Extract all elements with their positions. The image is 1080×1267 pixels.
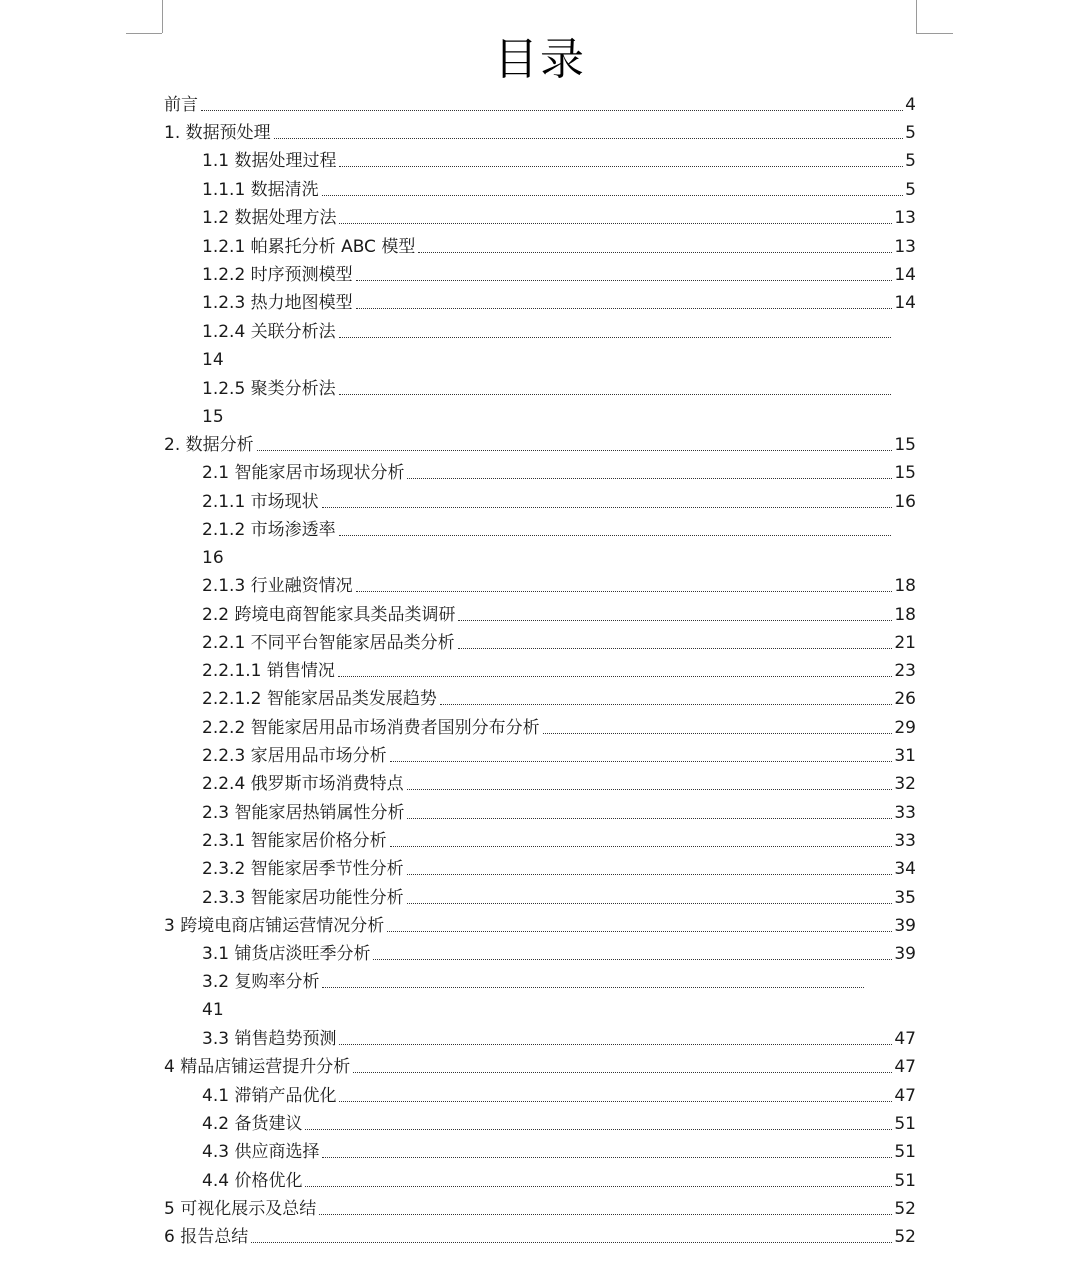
toc-entry-page: 31 xyxy=(894,746,916,766)
toc-entry[interactable] xyxy=(164,93,916,117)
toc-entry-page: 14 xyxy=(894,265,916,285)
toc-entry-page: 39 xyxy=(894,944,916,964)
toc-entry[interactable] xyxy=(164,1197,916,1221)
dot-leader xyxy=(305,1129,892,1130)
toc-entry-page: 52 xyxy=(894,1227,916,1247)
toc-entry-label: 3 跨境电商店铺运营情况分析 xyxy=(164,916,385,936)
toc-entry[interactable] xyxy=(202,574,916,598)
dot-leader xyxy=(201,110,903,111)
toc-entry-page: 47 xyxy=(894,1029,916,1049)
dot-leader xyxy=(543,733,893,734)
toc-entry-page: 14 xyxy=(894,293,916,313)
dot-leader xyxy=(407,818,892,819)
toc-entry-page: 18 xyxy=(894,605,916,625)
toc-entry-page: 16 xyxy=(894,492,916,512)
dot-leader xyxy=(319,1214,892,1215)
toc-entry[interactable] xyxy=(202,1140,916,1164)
dot-leader xyxy=(274,138,904,139)
toc-entry-label: 2.2.4 俄罗斯市场消费特点 xyxy=(202,774,404,794)
toc-entry-label: 2.2.1.2 智能家居品类发展趋势 xyxy=(202,689,437,709)
toc-entry-label: 前言 xyxy=(164,95,198,115)
dot-leader xyxy=(322,1157,892,1158)
dot-leader xyxy=(322,987,864,988)
toc-entry-page: 15 xyxy=(894,435,916,455)
toc-entry[interactable] xyxy=(202,1112,916,1136)
toc-entry-page: 47 xyxy=(894,1086,916,1106)
toc-entry[interactable] xyxy=(202,490,916,514)
toc-entry-page: 26 xyxy=(894,689,916,709)
toc-entry[interactable] xyxy=(202,970,866,994)
toc-entry-page: 5 xyxy=(905,151,916,171)
toc-entry[interactable] xyxy=(202,263,916,287)
toc-entry[interactable] xyxy=(202,716,916,740)
dot-leader xyxy=(339,394,891,395)
toc-entry-page: 4 xyxy=(905,95,916,115)
toc-entry-label: 2.2.1.1 销售情况 xyxy=(202,661,335,681)
toc-entry-label: 1.2.2 时序预测模型 xyxy=(202,265,353,285)
dot-leader xyxy=(356,591,893,592)
toc-entry-label: 1.2.3 热力地图模型 xyxy=(202,293,353,313)
toc-entry-page: 5 xyxy=(905,123,916,143)
toc-entry-label: 2.2 跨境电商智能家具类品类调研 xyxy=(202,605,456,625)
dot-leader xyxy=(322,507,893,508)
toc-entry-label: 1.2.5 聚类分析法 xyxy=(202,379,336,399)
dot-leader xyxy=(407,903,893,904)
toc-entry[interactable] xyxy=(164,433,916,457)
toc-entry[interactable] xyxy=(202,206,916,230)
toc-entry-label: 6 报告总结 xyxy=(164,1227,249,1247)
toc-entry[interactable] xyxy=(202,1027,916,1051)
dot-leader xyxy=(322,195,904,196)
toc-entry-label: 2.3 智能家居热销属性分析 xyxy=(202,803,405,823)
toc-entry-page: 33 xyxy=(894,803,916,823)
toc-entry-page: 16 xyxy=(202,548,224,568)
toc-entry-page: 41 xyxy=(202,1000,224,1020)
toc-entry[interactable] xyxy=(164,1225,916,1249)
toc-entry-label: 4.1 滞销产品优化 xyxy=(202,1086,337,1106)
toc-entry[interactable] xyxy=(202,235,916,259)
toc-entry-label: 4 精品店铺运营提升分析 xyxy=(164,1057,351,1077)
toc-entry[interactable] xyxy=(202,518,893,542)
toc-entry-page: 29 xyxy=(894,718,916,738)
toc-entry-page: 23 xyxy=(894,661,916,681)
toc-entry[interactable] xyxy=(202,857,916,881)
toc-entry-label: 2. 数据分析 xyxy=(164,435,254,455)
toc-entry[interactable] xyxy=(202,320,893,344)
toc-entry[interactable] xyxy=(202,829,916,853)
toc-entry[interactable] xyxy=(202,461,916,485)
toc-entry-page: 13 xyxy=(894,237,916,257)
toc-entry-page: 21 xyxy=(894,633,916,653)
dot-leader xyxy=(251,1242,892,1243)
toc-entry-label: 1. 数据预处理 xyxy=(164,123,271,143)
dot-leader xyxy=(339,535,891,536)
toc-entry-page: 47 xyxy=(894,1057,916,1077)
toc-entry[interactable] xyxy=(202,631,916,655)
toc-entry-label: 1.2.4 关联分析法 xyxy=(202,322,336,342)
toc-entry-page: 14 xyxy=(202,350,224,370)
toc-entry-label: 2.3.2 智能家居季节性分析 xyxy=(202,859,404,879)
dot-leader xyxy=(339,1101,892,1102)
toc-entry-label: 4.2 备货建议 xyxy=(202,1114,303,1134)
dot-leader xyxy=(356,280,893,281)
toc-entry-page: 51 xyxy=(894,1142,916,1162)
toc-entry-label: 1.2.1 帕累托分析 ABC 模型 xyxy=(202,237,416,257)
dot-leader xyxy=(418,252,892,253)
dot-leader xyxy=(339,223,892,224)
toc-entry-label: 2.1.3 行业融资情况 xyxy=(202,576,353,596)
toc-entry-label: 4.3 供应商选择 xyxy=(202,1142,320,1162)
dot-leader xyxy=(458,620,892,621)
toc-entry-label: 2.3.3 智能家居功能性分析 xyxy=(202,888,404,908)
dot-leader xyxy=(387,931,892,932)
toc-entry-page: 5 xyxy=(905,180,916,200)
dot-leader xyxy=(339,166,903,167)
toc-entry[interactable] xyxy=(202,603,916,627)
toc-entry-label: 2.2.2 智能家居用品市场消费者国别分布分析 xyxy=(202,718,540,738)
toc-entry[interactable] xyxy=(202,1169,916,1193)
toc-entry-label: 4.4 价格优化 xyxy=(202,1171,303,1191)
toc-entry-label: 5 可视化展示及总结 xyxy=(164,1199,317,1219)
toc-entry-page: 34 xyxy=(894,859,916,879)
toc-entry-label: 2.3.1 智能家居价格分析 xyxy=(202,831,387,851)
toc-entry-label: 1.1.1 数据清洗 xyxy=(202,180,319,200)
toc-entry-label: 2.2.3 家居用品市场分析 xyxy=(202,746,387,766)
toc-entry-page: 13 xyxy=(894,208,916,228)
toc-entry[interactable] xyxy=(202,687,916,711)
toc-entry[interactable] xyxy=(202,291,916,315)
toc-entry-label: 2.1 智能家居市场现状分析 xyxy=(202,463,405,483)
toc-entry-label: 2.2.1 不同平台智能家居品类分析 xyxy=(202,633,455,653)
toc-entry[interactable] xyxy=(202,772,916,796)
toc-entry[interactable] xyxy=(202,659,916,683)
page-title: 目录 xyxy=(494,34,586,85)
toc-entry[interactable] xyxy=(164,1055,916,1079)
toc-entry[interactable] xyxy=(164,914,916,938)
dot-leader xyxy=(338,676,892,677)
toc-entry[interactable] xyxy=(202,178,916,202)
toc-entry-label: 3.1 铺货店淡旺季分析 xyxy=(202,944,371,964)
dot-leader xyxy=(390,846,893,847)
toc-entry-page: 35 xyxy=(894,888,916,908)
dot-leader xyxy=(339,1044,892,1045)
toc-entry-page: 51 xyxy=(894,1171,916,1191)
corner-mark-top-right xyxy=(916,0,917,33)
dot-leader xyxy=(458,648,893,649)
toc-entry-label: 2.1.2 市场渗透率 xyxy=(202,520,336,540)
corner-mark-top-left xyxy=(162,0,163,33)
dot-leader xyxy=(407,478,892,479)
toc-entry-page: 33 xyxy=(894,831,916,851)
dot-leader xyxy=(305,1186,892,1187)
dot-leader xyxy=(440,704,892,705)
toc-entry[interactable] xyxy=(202,886,916,910)
toc-entry-label: 2.1.1 市场现状 xyxy=(202,492,319,512)
toc-entry-page: 39 xyxy=(894,916,916,936)
dot-leader xyxy=(390,761,893,762)
dot-leader xyxy=(339,337,891,338)
toc-entry[interactable] xyxy=(202,377,893,401)
dot-leader xyxy=(407,874,893,875)
toc-entry-page: 52 xyxy=(894,1199,916,1219)
dot-leader xyxy=(353,1072,892,1073)
toc-entry[interactable] xyxy=(202,942,916,966)
toc-entry-label: 1.2 数据处理方法 xyxy=(202,208,337,228)
toc-entry-page: 15 xyxy=(894,463,916,483)
toc-entry-page: 18 xyxy=(894,576,916,596)
toc-entry-label: 3.3 销售趋势预测 xyxy=(202,1029,337,1049)
toc-entry[interactable] xyxy=(202,1084,916,1108)
toc-entry-page: 51 xyxy=(894,1114,916,1134)
dot-leader xyxy=(407,789,893,790)
toc-entry-label: 3.2 复购率分析 xyxy=(202,972,320,992)
toc-entry[interactable] xyxy=(202,149,916,173)
toc-entry[interactable] xyxy=(164,121,916,145)
toc-entry[interactable] xyxy=(202,801,916,825)
toc-entry[interactable] xyxy=(202,744,916,768)
dot-leader xyxy=(373,959,892,960)
dot-leader xyxy=(257,450,893,451)
dot-leader xyxy=(356,308,893,309)
toc-entry-page: 15 xyxy=(202,407,224,427)
toc-entry-page: 32 xyxy=(894,774,916,794)
toc-entry-label: 1.1 数据处理过程 xyxy=(202,151,337,171)
